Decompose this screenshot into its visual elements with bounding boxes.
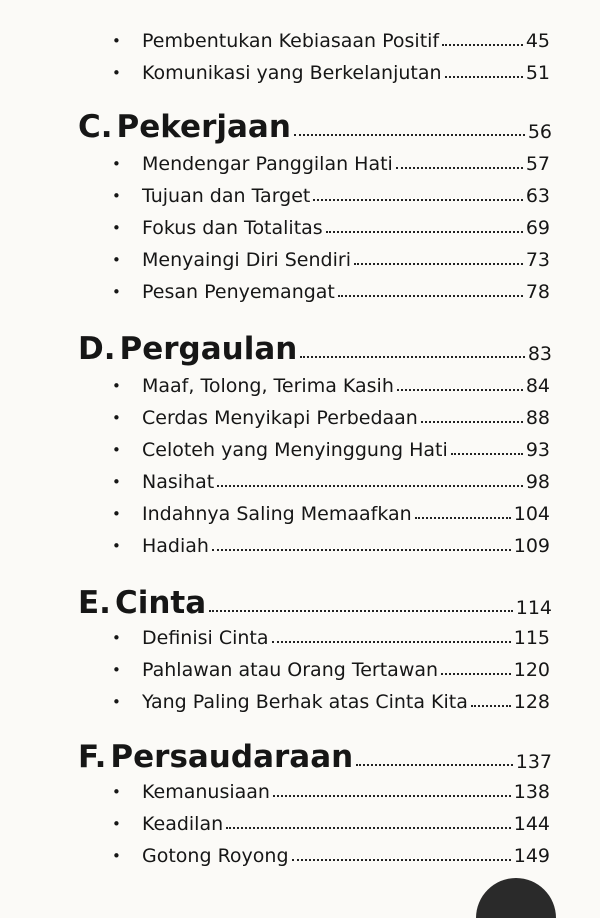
toc-section-pergaulan <box>78 326 552 368</box>
bullet: • <box>112 847 121 865</box>
toc-item-label: Pesan Penyemangat <box>142 281 335 303</box>
toc-page-number: 57 <box>525 153 550 175</box>
bullet: • <box>112 155 121 173</box>
toc-page-number: 109 <box>513 535 550 557</box>
bullet: • <box>112 693 121 711</box>
toc-item <box>112 25 550 53</box>
toc-item-label: Celoteh yang Menyinggung Hati <box>142 439 448 461</box>
toc-page-number: 104 <box>513 503 550 525</box>
dot-leader <box>356 764 513 766</box>
toc-item <box>112 686 550 714</box>
toc-section-cinta <box>78 580 552 622</box>
toc-item-label: Keadilan <box>142 813 224 835</box>
bullet: • <box>112 441 121 459</box>
dot-leader <box>294 134 525 136</box>
toc-page-number: 84 <box>525 375 550 397</box>
toc-section-pekerjaan <box>78 104 552 146</box>
toc-page-number: 88 <box>525 407 550 429</box>
dot-leader <box>415 517 511 519</box>
toc-page-number: 93 <box>525 439 550 461</box>
dot-leader <box>292 859 511 861</box>
dot-leader <box>273 795 511 797</box>
toc-item-label: Yang Paling Berhak atas Cinta Kita <box>142 691 468 713</box>
dot-leader <box>451 453 523 455</box>
dot-leader <box>354 263 523 265</box>
toc-item-label: Mendengar Panggilan Hati <box>142 153 393 175</box>
toc-item-label: Fokus dan Totalitas <box>142 217 323 239</box>
toc-page-number: 98 <box>525 471 550 493</box>
toc-page-number: 45 <box>525 30 550 52</box>
toc-page-number: 115 <box>513 627 550 649</box>
toc-item-label: Hadiah <box>142 535 209 557</box>
dot-leader <box>421 421 523 423</box>
dot-leader <box>226 827 511 829</box>
toc-item <box>112 498 550 526</box>
dot-leader <box>209 610 513 612</box>
toc-item-label: Komunikasi yang Berkelanjutan <box>142 62 442 84</box>
toc-item <box>112 808 550 836</box>
toc-page-number: 128 <box>513 691 550 713</box>
section-letter: C. <box>78 109 113 145</box>
toc-page-number: 120 <box>513 659 550 681</box>
dot-leader <box>471 705 511 707</box>
dot-leader <box>272 641 511 643</box>
dot-leader <box>338 295 523 297</box>
toc-page-number: 114 <box>515 597 552 619</box>
bullet: • <box>112 32 121 50</box>
dot-leader <box>212 549 511 551</box>
toc-item <box>112 402 550 430</box>
bullet: • <box>112 377 121 395</box>
bullet: • <box>112 473 121 491</box>
toc-item <box>112 276 550 304</box>
section-letter: F. <box>78 739 107 775</box>
bullet: • <box>112 815 121 833</box>
dot-leader <box>442 44 523 46</box>
toc-item <box>112 622 550 650</box>
toc-item <box>112 212 550 240</box>
toc-item <box>112 180 550 208</box>
toc-page-number: 51 <box>525 62 550 84</box>
section-title: Persaudaraan <box>110 739 354 775</box>
dot-leader <box>217 485 523 487</box>
toc-item <box>112 466 550 494</box>
bullet: • <box>112 629 121 647</box>
toc-page-number: 137 <box>515 751 552 773</box>
toc-item-label: Definisi Cinta <box>142 627 269 649</box>
toc-item <box>112 244 550 272</box>
toc-item <box>112 530 550 558</box>
toc-item <box>112 840 550 868</box>
section-letter: D. <box>78 331 116 367</box>
toc-page-number: 78 <box>525 281 550 303</box>
toc-item-label: Gotong Royong <box>142 845 289 867</box>
toc-page-number: 138 <box>513 781 550 803</box>
toc-item-label: Kemanusiaan <box>142 781 270 803</box>
bullet: • <box>112 283 121 301</box>
toc-page-number: 69 <box>525 217 550 239</box>
toc-item <box>112 434 550 462</box>
toc-page-number: 144 <box>513 813 550 835</box>
dot-leader <box>300 356 524 358</box>
toc-item-label: Indahnya Saling Memaafkan <box>142 503 412 525</box>
toc-item-label: Cerdas Menyikapi Perbedaan <box>142 407 418 429</box>
toc-page-number: 73 <box>525 249 550 271</box>
toc-page-number: 83 <box>527 343 552 365</box>
bullet: • <box>112 505 121 523</box>
bullet: • <box>112 783 121 801</box>
dot-leader <box>313 199 522 201</box>
bullet: • <box>112 661 121 679</box>
toc-page-number: 149 <box>513 845 550 867</box>
dot-leader <box>396 167 523 169</box>
toc-item <box>112 148 550 176</box>
toc-item-label: Tujuan dan Target <box>142 185 311 207</box>
toc-item <box>112 776 550 804</box>
toc-item <box>112 654 550 682</box>
bullet: • <box>112 219 121 237</box>
bullet: • <box>112 537 121 555</box>
dot-leader <box>326 231 523 233</box>
toc-item-label: Pahlawan atau Orang Tertawan <box>142 659 439 681</box>
toc-item-label: Pembentukan Kebiasaan Positif <box>142 30 440 52</box>
section-title: Pergaulan <box>119 331 298 367</box>
toc-item <box>112 370 550 398</box>
toc-page-number: 63 <box>525 185 550 207</box>
dot-leader <box>397 389 523 391</box>
bullet: • <box>112 409 121 427</box>
toc-item-label: Menyaingi Diri Sendiri <box>142 249 351 271</box>
page-corner-decoration <box>476 878 556 918</box>
toc-item-label: Maaf, Tolong, Terima Kasih <box>142 375 394 397</box>
toc-section-persaudaraan <box>78 734 552 776</box>
bullet: • <box>112 64 121 82</box>
section-title: Cinta <box>114 585 207 621</box>
toc-item-label: Nasihat <box>142 471 215 493</box>
section-letter: E. <box>78 585 111 621</box>
dot-leader <box>441 673 511 675</box>
toc-item <box>112 57 550 85</box>
bullet: • <box>112 251 121 269</box>
dot-leader <box>445 76 523 78</box>
bullet: • <box>112 187 121 205</box>
section-title: Pekerjaan <box>116 109 291 145</box>
toc-page-number: 56 <box>527 121 552 143</box>
